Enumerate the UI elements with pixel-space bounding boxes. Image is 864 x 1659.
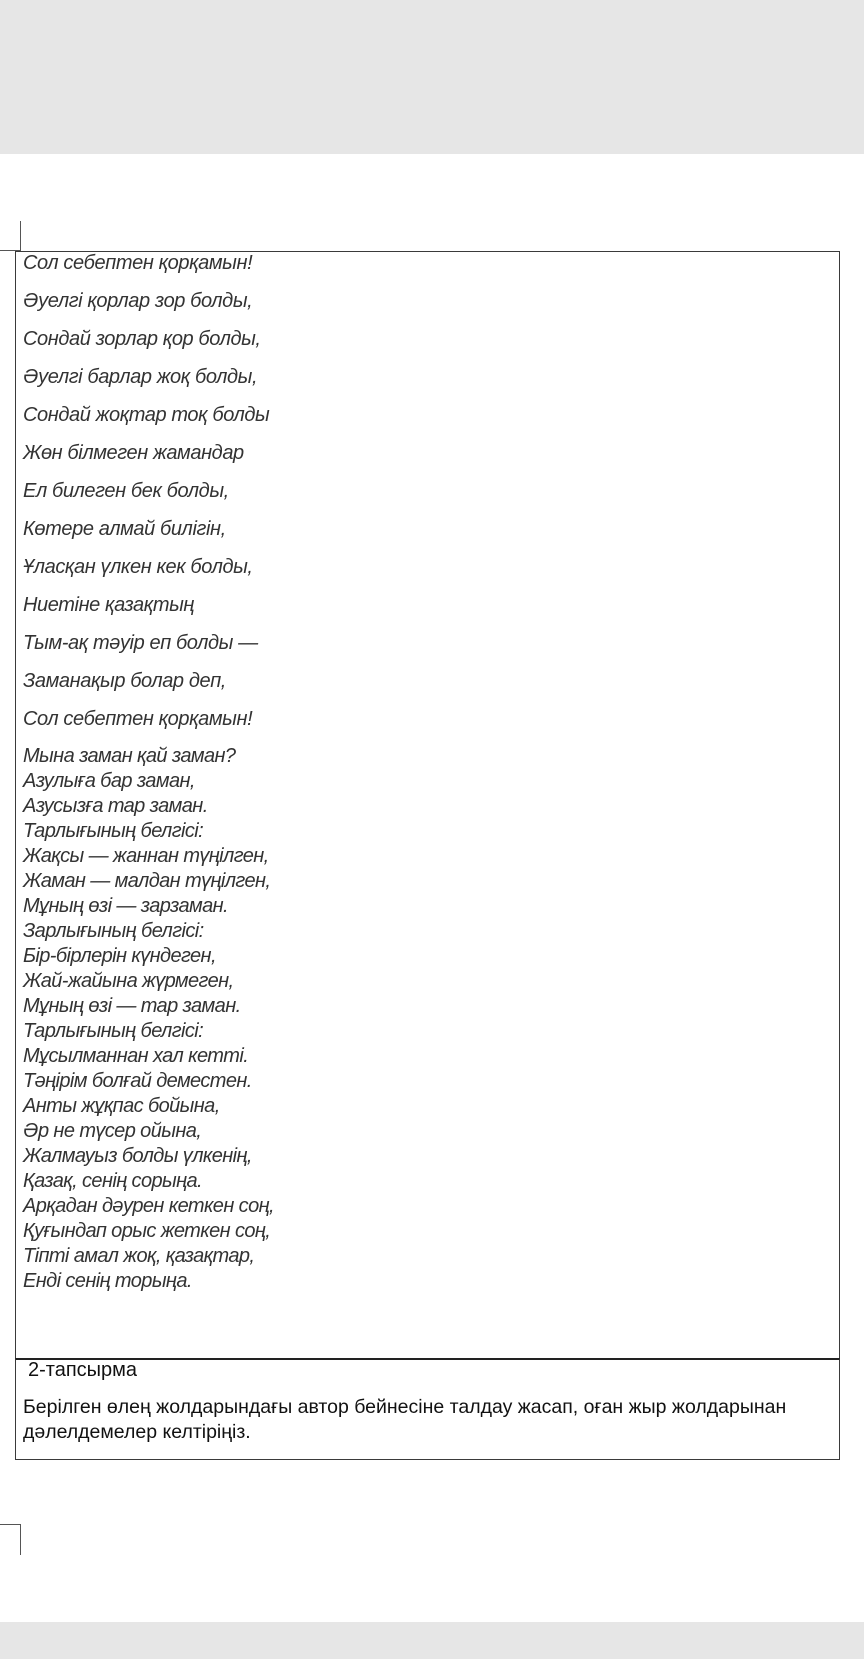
poem-line: Ниетіне қазақтың	[23, 594, 195, 616]
poem-line: Сол себептен қорқамын!	[23, 708, 253, 730]
poem-line: Анты жұқпас бойына,	[23, 1095, 220, 1117]
poem-line: Жай-жайына жүрмеген,	[23, 970, 234, 992]
poem-line: Сондай жоқтар тоқ болды	[23, 404, 270, 426]
poem-line: Жаман — малдан түңілген,	[23, 870, 271, 892]
task-title: 2-тапсырма	[28, 1359, 138, 1381]
poem-line: Тарлығының белгісі:	[23, 820, 204, 842]
poem-line: Енді сенің торыңа.	[23, 1270, 192, 1292]
bottom-gray-band	[0, 1622, 864, 1659]
poem-line: Әуелгі барлар жоқ болды,	[23, 366, 258, 388]
poem-stanza-dense	[23, 744, 274, 1294]
poem-line: Ұласқан үлкен кек болды,	[23, 556, 253, 578]
poem-line: Сол себептен қорқамын!	[23, 252, 253, 274]
poem-line: Азулыға бар заман,	[23, 770, 195, 792]
poem-line: Тарлығының белгісі:	[23, 1020, 204, 1042]
poem-line: Азусызға тар заман.	[23, 795, 208, 817]
poem-line: Қуғындап орыс жеткен соң,	[23, 1220, 271, 1242]
crop-mark-bottom-vertical	[20, 1524, 21, 1555]
poem-line: Әр не түсер ойына,	[23, 1120, 202, 1142]
poem-line: Мына заман қай заман?	[23, 745, 236, 767]
poem-line: Тым-ақ тәуір еп болды —	[23, 632, 258, 654]
poem-line: Сондай зорлар қор болды,	[23, 328, 261, 350]
crop-mark-bottom-horizontal	[0, 1524, 21, 1525]
poem-line: Зарлығының белгісі:	[23, 920, 204, 942]
poem-line: Бір-бірлерін күндеген,	[23, 945, 216, 967]
poem-line: Арқадан дәурен кеткен соң,	[23, 1195, 274, 1217]
poem-line: Заманақыр болар деп,	[23, 670, 226, 692]
poem-line: Тіпті амал жоқ, қазақтар,	[23, 1245, 255, 1267]
poem-line: Мұсылманнан хал кетті.	[23, 1045, 249, 1067]
poem-line: Тәңірім болғай деместен.	[23, 1070, 252, 1092]
poem-line: Көтере алмай билігін,	[23, 518, 226, 540]
poem-line: Жалмауыз болды үлкенің,	[23, 1145, 252, 1167]
poem-line: Әуелгі қорлар зор болды,	[23, 290, 253, 312]
task-instruction: Берілген өлең жолдарындағы автор бейнесіне талдау жасап, оған жыр жолдарынан дәлелдемелер келтіріңіз.	[23, 1396, 787, 1443]
poem-line: Қазақ, сенің сорыңа.	[23, 1170, 203, 1192]
poem-line: Мұның өзі — зарзаман.	[23, 895, 229, 917]
poem-line: Жөн білмеген жамандар	[23, 442, 244, 464]
poem-line: Жақсы — жаннан түңілген,	[23, 845, 269, 867]
crop-mark-top-vertical	[20, 221, 21, 251]
top-gray-band	[0, 0, 864, 154]
poem-stanza-spaced	[23, 250, 269, 744]
poem-line: Ел билеген бек болды,	[23, 480, 229, 502]
poem-line: Мұның өзі — тар заман.	[23, 995, 241, 1017]
